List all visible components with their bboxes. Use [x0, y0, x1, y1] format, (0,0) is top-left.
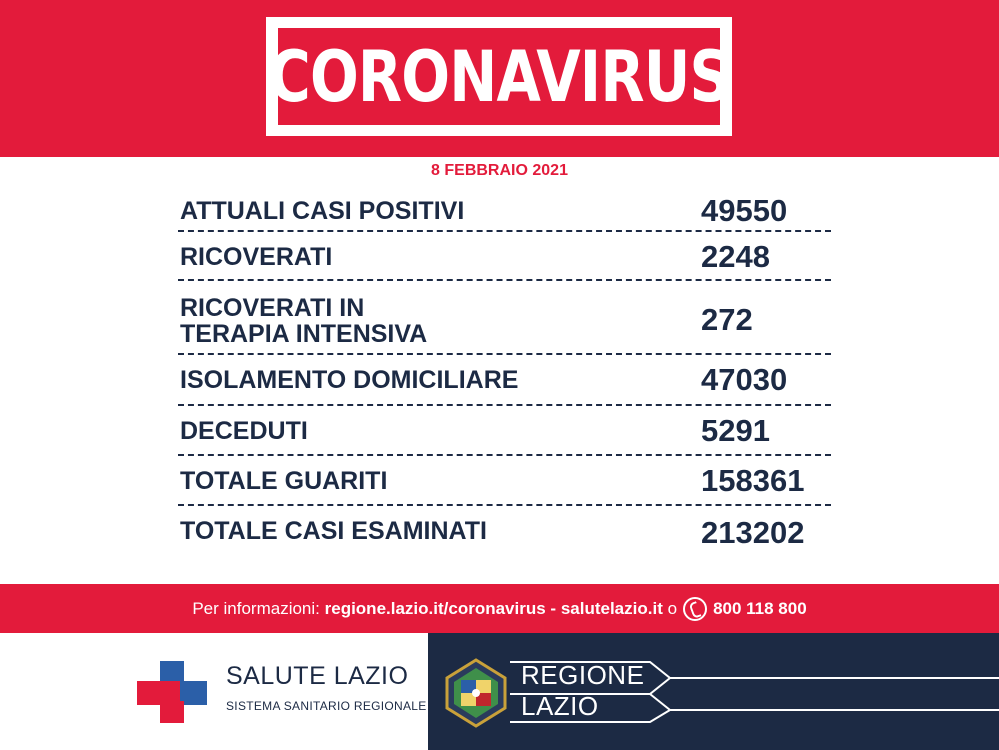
report-date: 8 FEBBRAIO 2021	[431, 162, 568, 179]
stat-value: 5291	[701, 413, 770, 448]
stat-label: DECEDUTI	[180, 417, 308, 445]
salute-lazio-cross-icon	[137, 661, 207, 723]
info-band	[0, 584, 999, 633]
regione-lazio-title-line2: LAZIO	[521, 691, 599, 721]
stat-value: 158361	[701, 463, 805, 498]
stat-label: TOTALE CASI ESAMINATI	[180, 517, 487, 545]
stat-row	[178, 232, 831, 281]
stat-label: RICOVERATI IN TERAPIA INTENSIVA	[180, 294, 428, 348]
stat-label: TOTALE GUARITI	[180, 467, 388, 495]
regione-lazio-title-line1: REGIONE	[521, 660, 645, 690]
stat-row	[178, 355, 831, 406]
info-prefix: Per informazioni:	[192, 598, 320, 618]
link-salutelazio[interactable]: salutelazio.it	[560, 598, 663, 618]
stat-value: 47030	[701, 362, 788, 397]
title-box	[268, 28, 730, 125]
stat-row	[178, 456, 831, 506]
stat-label: ISOLAMENTO DOMICILIARE	[180, 366, 519, 394]
info-or: o	[667, 598, 678, 618]
stat-row	[178, 506, 831, 554]
salute-lazio-subtitle: SISTEMA SANITARIO REGIONALE	[226, 699, 427, 713]
stat-value: 272	[701, 302, 753, 337]
stat-label: ATTUALI CASI POSITIVI	[180, 197, 465, 225]
stat-row	[178, 281, 831, 355]
stat-value: 2248	[701, 239, 770, 274]
page-title: CORONAVIRUS	[268, 35, 730, 118]
info-separator: -	[550, 598, 557, 618]
phone-number[interactable]: 800 118 800	[713, 598, 807, 618]
stat-label: RICOVERATI	[180, 243, 333, 271]
stats-table	[178, 188, 831, 554]
footer-salute-lazio	[0, 633, 428, 750]
regione-lazio-emblem-icon	[443, 658, 509, 728]
salute-lazio-title: SALUTE LAZIO	[226, 662, 409, 690]
phone-icon	[683, 597, 707, 621]
title-frame	[266, 17, 732, 136]
stat-row	[178, 188, 831, 232]
link-regione-lazio[interactable]: regione.lazio.it/coronavirus	[324, 598, 546, 618]
stat-value: 213202	[701, 515, 805, 550]
stat-row	[178, 406, 831, 456]
stat-value: 49550	[701, 193, 788, 228]
